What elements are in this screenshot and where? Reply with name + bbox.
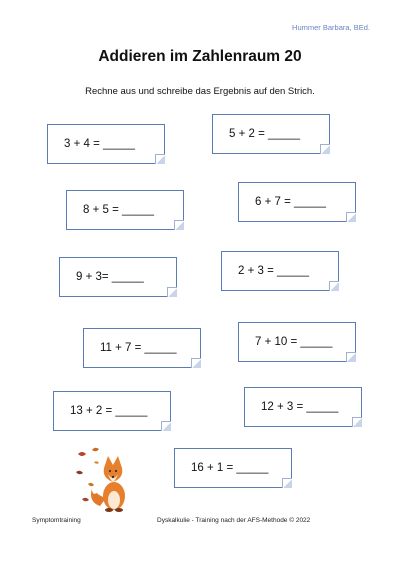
task-card bbox=[244, 387, 362, 427]
task-text: 2 + 3 = _____ bbox=[238, 265, 309, 277]
task-text: 6 + 7 = _____ bbox=[255, 196, 326, 208]
task-text: 12 + 3 = _____ bbox=[261, 401, 339, 413]
task-text: 9 + 3= _____ bbox=[76, 271, 144, 283]
task-card bbox=[59, 257, 177, 297]
footer-center: Dyskalkulie - Training nach der AFS-Methode © 2022 bbox=[157, 517, 311, 524]
task-card bbox=[53, 391, 171, 431]
task-card bbox=[221, 251, 339, 291]
task-card bbox=[238, 182, 356, 222]
instruction-text: Rechne aus und schreibe das Ergebnis auf den Strich. bbox=[85, 86, 315, 97]
task-text: 8 + 5 = _____ bbox=[83, 204, 154, 216]
fox-with-leaves-icon bbox=[70, 444, 140, 514]
task-card bbox=[66, 190, 184, 230]
task-text: 3 + 4 = _____ bbox=[64, 138, 135, 150]
author-name: Hummer Barbara, BEd. bbox=[292, 23, 370, 32]
task-text: 7 + 10 = _____ bbox=[255, 336, 333, 348]
task-text: 16 + 1 = _____ bbox=[191, 462, 269, 474]
task-card bbox=[47, 124, 165, 164]
footer-left: Symptomtraining bbox=[32, 517, 81, 524]
page-title: Addieren im Zahlenraum 20 bbox=[98, 48, 302, 65]
task-card bbox=[212, 114, 330, 154]
task-text: 5 + 2 = _____ bbox=[229, 128, 300, 140]
task-card bbox=[174, 448, 292, 488]
task-card bbox=[238, 322, 356, 362]
task-text: 11 + 7 = _____ bbox=[100, 342, 177, 354]
task-card bbox=[83, 328, 201, 368]
task-text: 13 + 2 = _____ bbox=[70, 405, 148, 417]
